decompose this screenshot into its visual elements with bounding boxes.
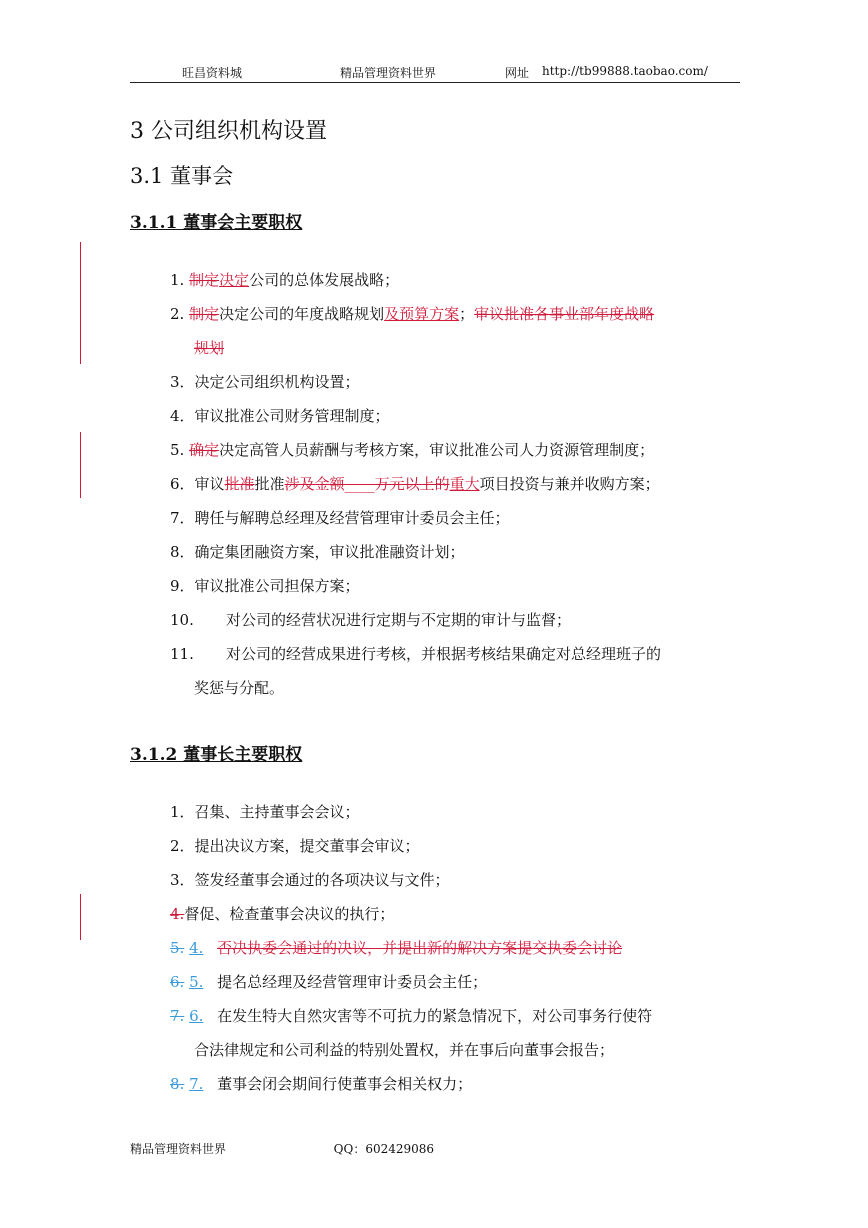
footer-qq: QQ：602429086: [333, 1142, 435, 1156]
list-item: 6．审议批准批准涉及金额____万元以上的重大项目投资与兼并收购方案；: [170, 475, 660, 493]
subsection-title-1: 3.1.1 董事会主要职权: [130, 213, 303, 233]
list-item: 10. 对公司的经营状况进行定期与不定期的审计与监督；: [170, 611, 572, 629]
list-item: 9．审议批准公司担保方案；: [170, 577, 360, 595]
change-bar: [80, 894, 81, 940]
page-footer: [130, 1140, 434, 1157]
list-item-continuation: 合法律规定和公司利益的特别处置权，并在事后向董事会报告；: [194, 1041, 615, 1059]
header-center: 精品管理资料世界: [340, 66, 437, 80]
list-item: 2. 制定决定公司的年度战略规划及预算方案；审议批准各事业部年度战略: [170, 305, 655, 323]
page-header: [130, 60, 740, 83]
subsection-title-2: 3.1.2 董事长主要职权: [130, 745, 303, 765]
list-item: 7．聘任与解聘总经理及经营管理审计委员会主任；: [170, 509, 510, 527]
footer-left: 精品管理资料世界: [130, 1142, 227, 1156]
list-item: 8．确定集团融资方案，审议批准融资计划；: [170, 543, 465, 561]
list-item: 11. 对公司的经营成果进行考核，并根据考核结果确定对总经理班子的: [170, 645, 662, 663]
list-item: 1. 制定决定公司的总体发展战略；: [170, 271, 400, 289]
list-item: 4.督促、检查董事会决议的执行；: [170, 905, 395, 923]
list-item: 5. 4. 否决执委会通过的决议，并提出新的解决方案提交执委会讨论: [170, 939, 623, 957]
list-item: 3．签发经董事会通过的各项决议与文件；: [170, 871, 450, 889]
list-item: 3．决定公司组织机构设置；: [170, 373, 360, 391]
change-bar: [80, 432, 81, 498]
list-item-continuation: 规划: [194, 339, 225, 357]
change-bar: [80, 242, 81, 364]
list-item: 8. 7. 董事会闭会期间行使董事会相关权力；: [170, 1075, 473, 1093]
chapter-title: 3 公司组织机构设置: [130, 119, 327, 144]
section-title: 3.1 董事会: [130, 164, 234, 188]
list-item: 1．召集、主持董事会会议；: [170, 803, 360, 821]
header-url[interactable]: http://tb99888.taobao.com/: [542, 64, 708, 78]
list-item: 4．审议批准公司财务管理制度；: [170, 407, 390, 425]
list-item: 6. 5. 提名总经理及经营管理审计委员会主任；: [170, 973, 488, 991]
list-item-continuation: 奖惩与分配。: [194, 679, 285, 697]
header-left: 旺昌资料城: [182, 66, 243, 80]
header-url-label: 网址: [505, 66, 530, 80]
list-item: 7. 6. 在发生特大自然灾害等不可抗力的紧急情况下，对公司事务行使符: [170, 1007, 653, 1025]
list-item: 5. 确定决定高管人员薪酬与考核方案，审议批准公司人力资源管理制度；: [170, 441, 655, 459]
list-item: 2．提出决议方案，提交董事会审议；: [170, 837, 420, 855]
